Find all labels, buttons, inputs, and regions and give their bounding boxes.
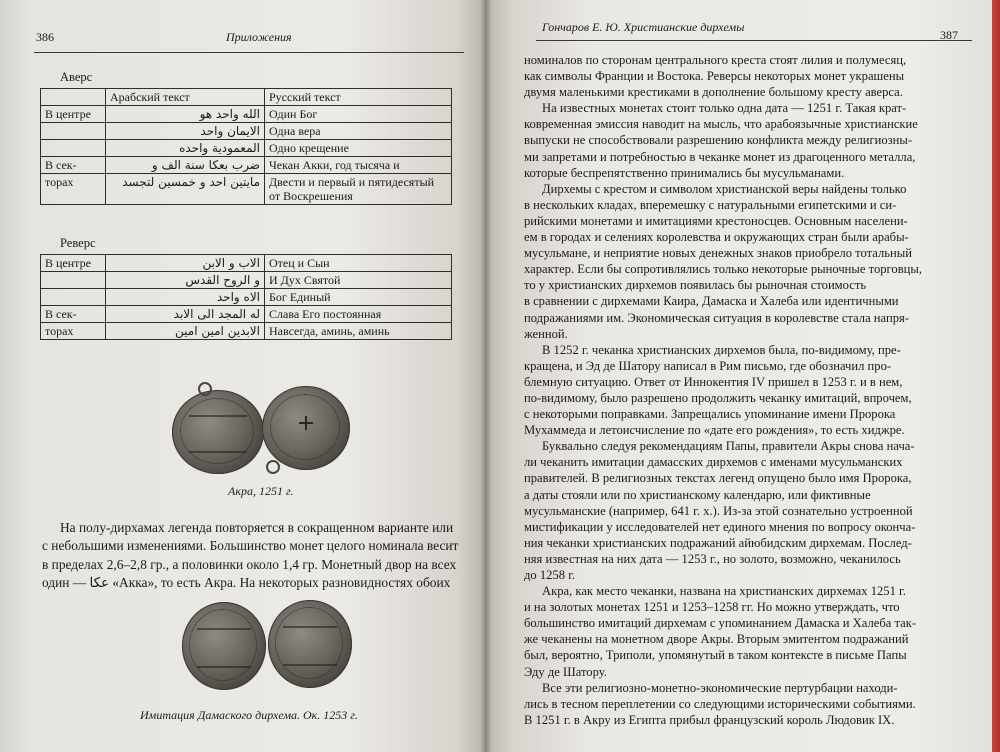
section-cell: В сек- xyxy=(41,306,106,323)
averse-table xyxy=(40,88,452,205)
text-line: в нескольких кладах, вперемешку с натуральными египетскими и си- xyxy=(524,197,897,212)
right-page xyxy=(486,0,992,752)
right-text-body xyxy=(524,52,964,728)
text-line: На известных монетах стоит только одна дата — 1251 г. Такая крат- xyxy=(542,101,907,116)
coin-legend-glyphs xyxy=(189,415,248,453)
russian-cell: Навсегда, аминь, аминь xyxy=(265,323,452,340)
table-row xyxy=(41,323,452,340)
averse-label: Аверс xyxy=(60,70,93,84)
text-line: В 1251 г. в Акру из Египта прибыл французский король Людовик IX. xyxy=(524,712,895,727)
russian-cell: Один Бог xyxy=(265,106,452,123)
text-line: Буквально следуя рекомендациям Папы, правители Акры снова нача- xyxy=(542,439,915,454)
text-line: то у христианских дирхемов появилась бы рыночная стоимость xyxy=(524,278,867,293)
header-rule-right xyxy=(536,40,972,41)
coin-acre-averse-image xyxy=(172,390,264,474)
section-cell: В центре xyxy=(41,255,106,272)
coin-loop xyxy=(266,460,280,474)
section-cell: В сек- xyxy=(41,157,106,174)
section-cell: торах xyxy=(41,174,106,205)
text-line: двумя маленькими крестиками в дополнение большому кресту аверса. xyxy=(524,85,903,100)
arabic-cell: ضرب بعكا سنة الف و xyxy=(106,157,265,174)
text-line: один — عكا «Акка», то есть Акра. На некоторых разновидностях обоих xyxy=(42,575,451,591)
section-cell xyxy=(41,289,106,306)
text-line: женной. xyxy=(524,326,568,341)
book-gutter xyxy=(480,0,492,752)
left-paragraph xyxy=(42,519,464,593)
text-line: В 1252 г. чеканка христианских дирхемов была, по-видимому, пре- xyxy=(542,342,901,357)
text-line: в пределах 2,6–2,8 гр., а половинки около 1,4 гр. Монетный двор на всех xyxy=(42,556,457,572)
text-line: которые беспрепятственно принимались бы мусульманами. xyxy=(524,165,845,180)
page-number-left: 386 xyxy=(36,30,54,44)
text-line: Эду де Шатору. xyxy=(524,664,607,679)
russian-cell: Двести и первый и пятидесятый от Воскрешения xyxy=(265,174,452,205)
table-row xyxy=(41,289,452,306)
text-line: как символы Франции и Востока. Реверсы некоторых монет украшены xyxy=(524,69,905,84)
text-line: ми запретами и потребностью в чеканке монет из драгоценного металла, xyxy=(524,149,916,164)
text-line: а даты стояли или по христианскому календарю, или фиктивные xyxy=(524,487,871,502)
text-line: няя известная на них дата — 1253 г., но золото, возможно, чеканилось xyxy=(524,551,901,566)
section-cell xyxy=(41,272,106,289)
text-line: Все эти религиозно-монетно-экономические пертурбации находи- xyxy=(542,680,898,695)
text-line: мистификации у исследователей нет единого мнения по вопросу оконча- xyxy=(524,519,916,534)
text-line: На полу-дирхамах легенда повторяется в сокращенном варианте или xyxy=(60,520,454,535)
table-row xyxy=(41,272,452,289)
header-rule-left xyxy=(34,52,464,53)
russian-cell: Чекан Акки, год тысяча и xyxy=(265,157,452,174)
text-line: Дирхемы с крестом и символом христианской веры найдены только xyxy=(542,181,907,196)
text-line: ем в городах и селениях королевства и окружающих стран были арабы- xyxy=(524,230,909,245)
section-cell xyxy=(41,140,106,157)
table-row xyxy=(41,157,452,174)
table-header-cell: Русский текст xyxy=(265,89,452,106)
arabic-cell: الله واحد هو xyxy=(106,106,265,123)
caption-damascus-imitation: Имитация Дамаского дирхема. Ок. 1253 г. xyxy=(140,708,358,722)
text-line: характер. Если бы сопротивлялись только некоторые рыночные торговцы, xyxy=(524,262,922,277)
arabic-cell: المعمودية واحده xyxy=(106,140,265,157)
table-row xyxy=(41,255,452,272)
table-header-row xyxy=(41,89,452,106)
running-head-left: Приложения xyxy=(226,30,292,44)
cross-icon xyxy=(299,416,313,430)
text-line: Акра, как место чеканки, названа на христианских дирхемах 1251 г. xyxy=(542,584,906,599)
table-row xyxy=(41,174,452,205)
russian-cell: Одно крещение xyxy=(265,140,452,157)
text-line: номиналов по сторонам центрального креста стоят лилия и полумесяц, xyxy=(524,53,907,67)
russian-cell: И Дух Святой xyxy=(265,272,452,289)
text-line: же чеканены на монетном дворе Акры. Вторым эмитентом подражаний xyxy=(524,632,909,647)
text-line: кращена, и Эд де Шатору написал в Рим письмо, где обозначил про- xyxy=(524,358,892,373)
text-line: мусульманские (например, 641 г. х.). Из-за этой сознательно устроенной xyxy=(524,503,913,518)
arabic-cell: الابدين امين امين xyxy=(106,323,265,340)
table-row xyxy=(41,140,452,157)
coin-loop xyxy=(198,382,212,396)
russian-cell: Отец и Сын xyxy=(265,255,452,272)
text-line: правителей. В религиозных текстах легенд опущено было имя Пророка, xyxy=(524,471,912,486)
coin-legend-glyphs xyxy=(283,626,337,665)
text-line: рийскими монетами и имитациями крестоносцев. Основным населени- xyxy=(524,213,908,228)
text-line: мусульмане, и неприятие новых денежных знаков приобрело тотальный xyxy=(524,246,912,261)
reverse-table xyxy=(40,254,452,340)
coin-acre-reverse-image xyxy=(262,386,350,470)
text-line: лись в тесном переплетении со следующими историческими событиями. xyxy=(524,696,916,711)
russian-cell: Одна вера xyxy=(265,123,452,140)
text-line: блемную ситуацию. Ответ от Иннокентия IV пришел в 1253 г. и в нем, xyxy=(524,374,903,389)
arabic-cell: له المجد الى الابد xyxy=(106,306,265,323)
arabic-cell: مايتين احد و خمسين لتجسد xyxy=(106,174,265,205)
text-line: с некоторыми поправками. Запрещались упоминание имени Пророка xyxy=(524,407,896,422)
text-line: Мухаммеда и летоисчисление по «дате его рождения», то есть хиджре. xyxy=(524,423,905,438)
table-row xyxy=(41,123,452,140)
text-line: был, вероятно, Триполи, упомянутый в таком контексте в письме Папы xyxy=(524,648,907,663)
running-head-right: Гончаров Е. Ю. Христианские дирхемы xyxy=(542,20,745,34)
text-line: в сравнении с дирхемами Каира, Дамаска и Халеба или идентичными xyxy=(524,294,899,309)
text-line: выпуски не способствовали разрешению конфликта между религиозны- xyxy=(524,133,913,148)
text-line: ковременная эмиссия наводит на мысль, что арабоязычные христианские xyxy=(524,117,918,132)
left-page xyxy=(0,0,486,752)
table-row xyxy=(41,106,452,123)
text-line: до 1258 г. xyxy=(524,568,576,582)
table-row xyxy=(41,306,452,323)
text-line: с небольшими изменениями. Большинство монет целого номинала весит xyxy=(42,538,459,554)
reverse-label: Реверс xyxy=(60,236,96,250)
text-line: большинство имитаций дирхемам с упоминанием Дамаска и Халеба так- xyxy=(524,616,917,631)
coin-legend-glyphs xyxy=(197,628,251,667)
arabic-cell: الاب و الابن xyxy=(106,255,265,272)
arabic-cell: الاه واحد xyxy=(106,289,265,306)
arabic-cell: و الروح القدس xyxy=(106,272,265,289)
text-line: ли чеканить имитации дамасских дирхемов с именами мусульманских xyxy=(524,455,903,470)
arabic-cell: الايمان واحد xyxy=(106,123,265,140)
section-cell: торах xyxy=(41,323,106,340)
book-cover-edge xyxy=(992,0,1000,752)
section-cell xyxy=(41,123,106,140)
section-cell: В центре xyxy=(41,106,106,123)
page-number-right: 387 xyxy=(940,28,958,42)
text-line: ния чеканки христианских подражаний айюбидским дирхемам. Послед- xyxy=(524,535,912,550)
table-header-cell xyxy=(41,89,106,106)
coin-damascus-averse-image xyxy=(182,602,266,690)
coin-damascus-reverse-image xyxy=(268,600,352,688)
russian-cell: Слава Его постоянная xyxy=(265,306,452,323)
text-line: по-видимому, было разрешено продолжить чеканку имитаций, впрочем, xyxy=(524,390,912,405)
table-header-cell: Арабский текст xyxy=(106,89,265,106)
text-line: и на золотых монетах 1251 и 1253–1258 гг. Но можно утверждать, что xyxy=(524,600,900,615)
russian-cell: Бог Единый xyxy=(265,289,452,306)
text-line: подражаниями им. Экономическая ситуация в королевстве стала напря- xyxy=(524,310,909,325)
caption-acre-1251: Акра, 1251 г. xyxy=(228,484,294,498)
